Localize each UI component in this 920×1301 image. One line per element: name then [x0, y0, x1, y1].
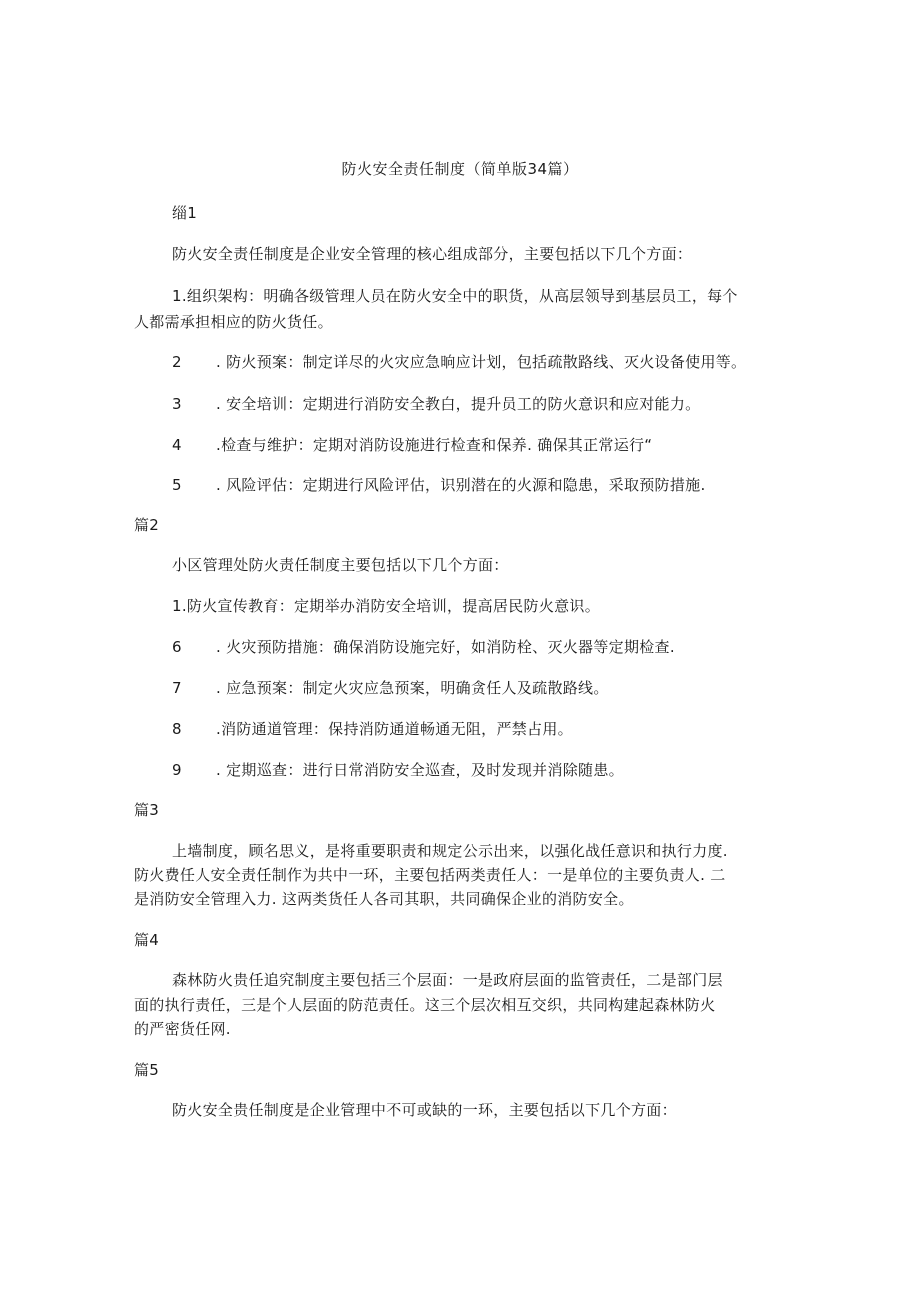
- section-3-line-3: 是消防安全管理入力. 这两类货任人各司其职，共同确保企业的消防安全。: [134, 890, 634, 908]
- section-heading-1: 缁1: [172, 204, 198, 222]
- section-2-item-6: [172, 634, 675, 660]
- section-2-item-9: [172, 757, 624, 783]
- item-number: 8: [172, 720, 182, 738]
- section-1-item-4: [172, 432, 652, 458]
- section-1-intro: 防火安全责任制度是企业安全管理的核心组成部分，主要包括以下几个方面：: [172, 245, 693, 263]
- item-text: . 防火预案：制定详尽的火灾应急晌应计划，包括疏散路线、灭火设备使用等。: [216, 353, 747, 371]
- item-text: . 火灾预防措施：确保消防设施完好，如消防栓、灭火器等定期检查.: [216, 638, 675, 656]
- section-1-item-5: [172, 472, 706, 498]
- document-title: 防火安全责任制度（简单版34篇）: [341, 160, 579, 178]
- section-heading-2: 篇2: [134, 516, 160, 534]
- item-number: 4: [172, 436, 182, 454]
- section-heading-3: 篇3: [134, 801, 160, 819]
- section-4-line-2: 面的执行责任，三是个人层面的防范责任。这三个层次相互交织，共同构建起森林防火: [134, 996, 716, 1014]
- item-text: . 应急预案：制定火灾应急预案，明确贪任人及疏散路线。: [216, 679, 609, 697]
- section-heading-4: 篇4: [134, 931, 160, 949]
- section-4-line-1: 森林防火贵任追究制度主要包括三个层面：一是政府层面的监管责任，二是部门层: [172, 971, 723, 989]
- section-2-item-7: [172, 675, 609, 701]
- section-2-item-1: 1.防火宣传教育：定期举办消防安全培训，提高居民防火意识。: [172, 597, 601, 615]
- item-text: . 定期巡查：进行日常消防安全巡查，及时发现并消除随患。: [216, 761, 624, 779]
- section-2-item-8: [172, 716, 573, 742]
- section-1-item-3: [172, 391, 700, 417]
- section-2-intro: 小区管理处防火责任制度主要包括以下几个方面：: [172, 556, 509, 574]
- item-number: 5: [172, 476, 182, 494]
- section-3-line-2: 防火费任人安全责任制作为共中一环，主要包括两类责任人：一是单位的主要负责人. 二: [134, 866, 726, 884]
- item-text: . 风险评估：定期进行风险评估，识别潜在的火源和隐患，采取预防措施.: [216, 476, 706, 494]
- item-text: . 安全培训：定期进行消防安全教白，提升员工的防火意识和应对能力。: [216, 395, 701, 413]
- item-number: 9: [172, 761, 182, 779]
- section-1-item-2: [172, 349, 746, 375]
- section-1-item-1-line-1: 1.组织架构：明确各级管理人员在防火安全中的职货，从高层领导到基层员工，每个: [172, 287, 738, 305]
- item-number: 3: [172, 395, 182, 413]
- item-number: 6: [172, 638, 182, 656]
- item-text: .检查与维护：定期对消防设施进行检查和保养. 确保其正常运行“: [216, 436, 653, 454]
- item-number: 7: [172, 679, 182, 697]
- item-number: 2: [172, 353, 182, 371]
- section-3-line-1: 上墙制度，顾名思义，是将重要职责和规定公示出来，以强化战任意识和执行力度.: [172, 842, 728, 860]
- section-4-line-3: 的严密货任网.: [134, 1020, 231, 1038]
- section-heading-5: 篇5: [134, 1061, 160, 1079]
- item-text: .消防通道管理：保持消防通道畅通无阻，严禁占用。: [216, 720, 573, 738]
- section-1-item-1-line-2: 人都需承担相应的防火货任。: [134, 313, 333, 331]
- section-5-intro: 防火安全贵任制度是企业管理中不可或缺的一环，主要包括以下几个方面：: [172, 1101, 677, 1119]
